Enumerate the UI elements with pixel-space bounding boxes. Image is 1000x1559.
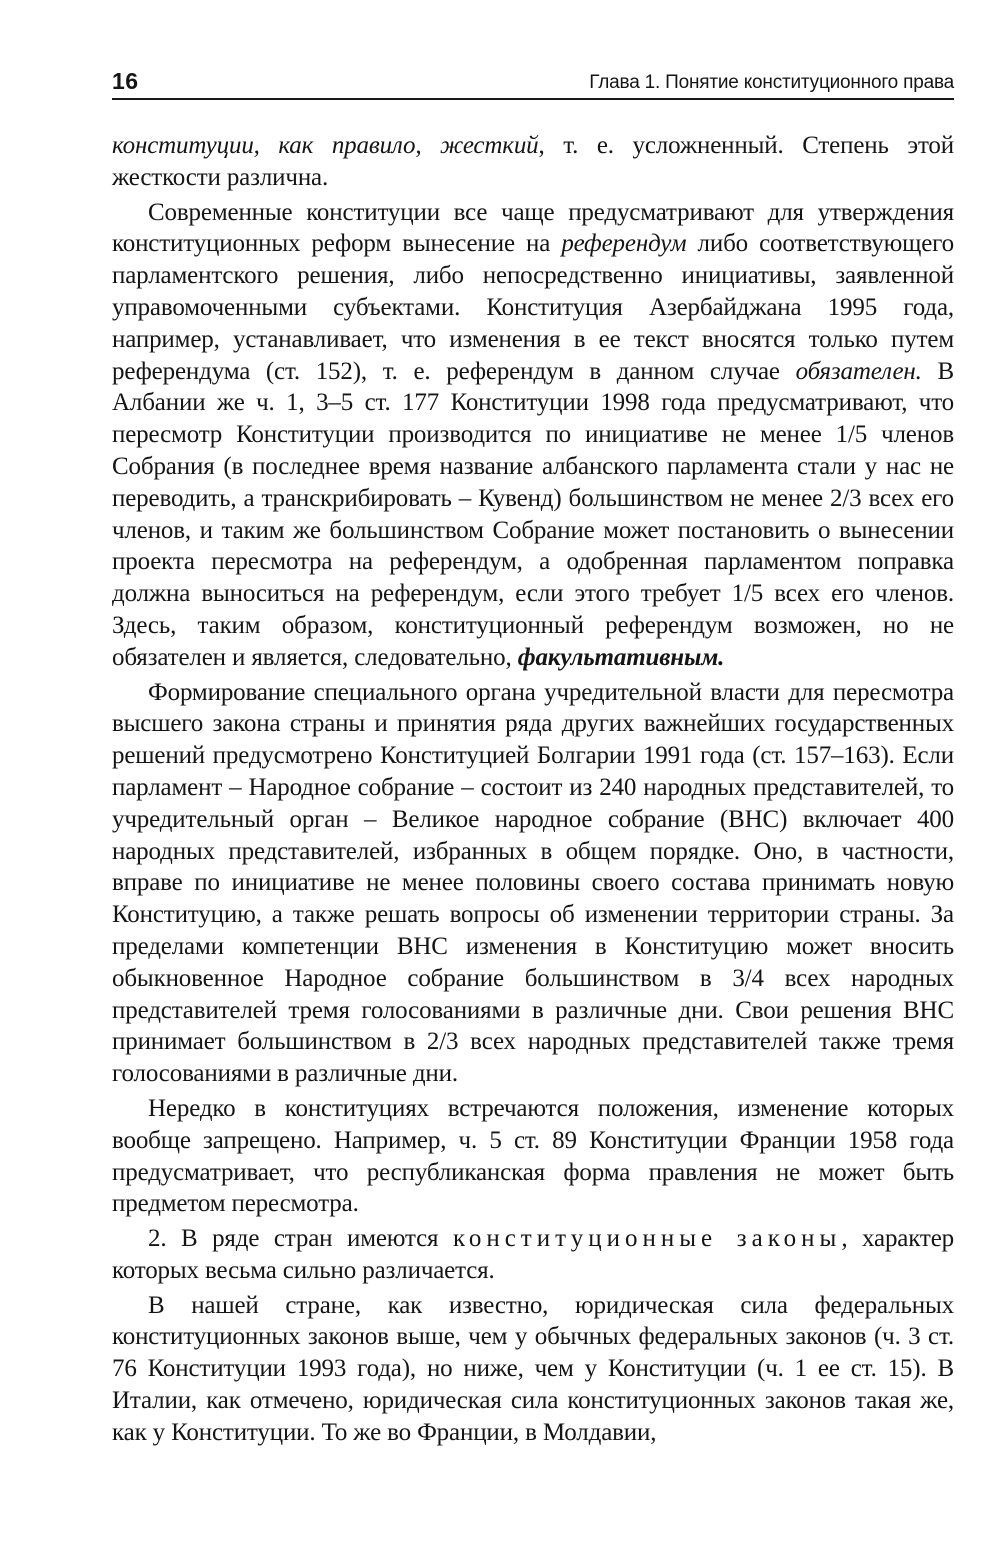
paragraph-text: В Албании же ч. 1, 3–5 ст. 177 Конституции 1998 года предусматривают, что пересмотр Конституции производится по инициативе не менее 1/5 членов Собрания (в последнее время название албанского парламента стали у нас не переводить, а транскрибировать – Кувенд) большинством не менее 2/3 всех его членов, и таким же большинством Собрание может постановить о вынесении проекта пересмотра на референдум, а одобренная парламентом поправка должна выноситься на референдум, если этого требует 1/5 всех его членов. Здесь, таким образом, конституционный референдум возможен, но не обязателен и является, следовательно, xyxy=(112,357,954,671)
emphasis-term: референдум xyxy=(561,230,687,258)
paragraph-4: Нередко в конституциях встречаются положения, изменение которых вообще запрещено. Например, ч. 5 ст. 89 Конституции Франции 1958 года предусматривает, что республиканская форма правления не может быть предметом пересмотра. xyxy=(112,1094,954,1218)
paragraph-3: Формирование специального органа учредительной власти для пересмотра высшего закона страны и принятия ряда других важнейших государственных решений предусмотрено Конституцией Болгарии 1991 года (ст. 157–163). Если парламент – Народное собрание – состоит из 240 народных представителей, то учредительный орган – Великое народное собрание (ВНС) включает 400 народных представителей, избранных в общем порядке. Оно, в частности, вправе по инициативе не менее половины своего состава принимать новую Конституцию, а также решать вопросы об изменении территории страны. За пределами компетенции ВНС изменения в Конституцию может вносить обыкновенное Народное собрание большинством в 3/4 всех народных представителей тремя голосованиями в различные дни. Свои решения ВНС принимает большинством в 2/3 всех народных представителей также тремя голосованиями в различные дни. xyxy=(112,678,954,1088)
chapter-title: Глава 1. Понятие конституционного права xyxy=(589,72,954,93)
paragraph-1 xyxy=(112,130,954,194)
page-content xyxy=(112,66,954,1452)
emphasis-term: факультативным. xyxy=(517,643,725,671)
page-number: 16 xyxy=(112,68,139,94)
emphasis-term: обязателен. xyxy=(795,357,922,385)
paragraph-text: , т. е. усложненный. Степень этой жесткости различна. xyxy=(112,132,954,191)
paragraph-2 xyxy=(112,197,954,674)
paragraph-text: Современные конституции все чаще предусматривают для утверждения конституционных реформ вынесение на xyxy=(112,198,954,258)
emphasis-term: конституции, как правило, жесткий xyxy=(112,132,539,159)
paragraph-5 xyxy=(112,1223,954,1287)
paragraph-text: 2. В ряде стран имеются xyxy=(148,1225,453,1253)
body-text xyxy=(112,130,954,1449)
paragraph-text: , характер которых весьма сильно различается. xyxy=(112,1225,954,1284)
paragraph-6: В нашей стране, как известно, юридическая сила федеральных конституционных законов выше, чем у обычных федеральных законов (ч. 3 ст. 76 Конституции 1993 года), но ниже, чем у Конституции (ч. 1 ее ст. 15). В Италии, как отмечено, юридическая сила конституционных законов такая же, как у Конституции. То же во Франции, в Молдавии, xyxy=(112,1291,954,1446)
spaced-term: конституционные законы xyxy=(452,1225,842,1253)
paragraph-text: либо соответствующего парламентского решения, либо непосредственно инициативы, заявленной управомоченными субъектами. Конституция Азербайджана 1995 года, например, устанавливает, что изменения в ее текст вносятся только путем референдума (ст. 152), т. е. референдум в данном случае xyxy=(112,230,955,385)
running-header xyxy=(112,66,954,100)
